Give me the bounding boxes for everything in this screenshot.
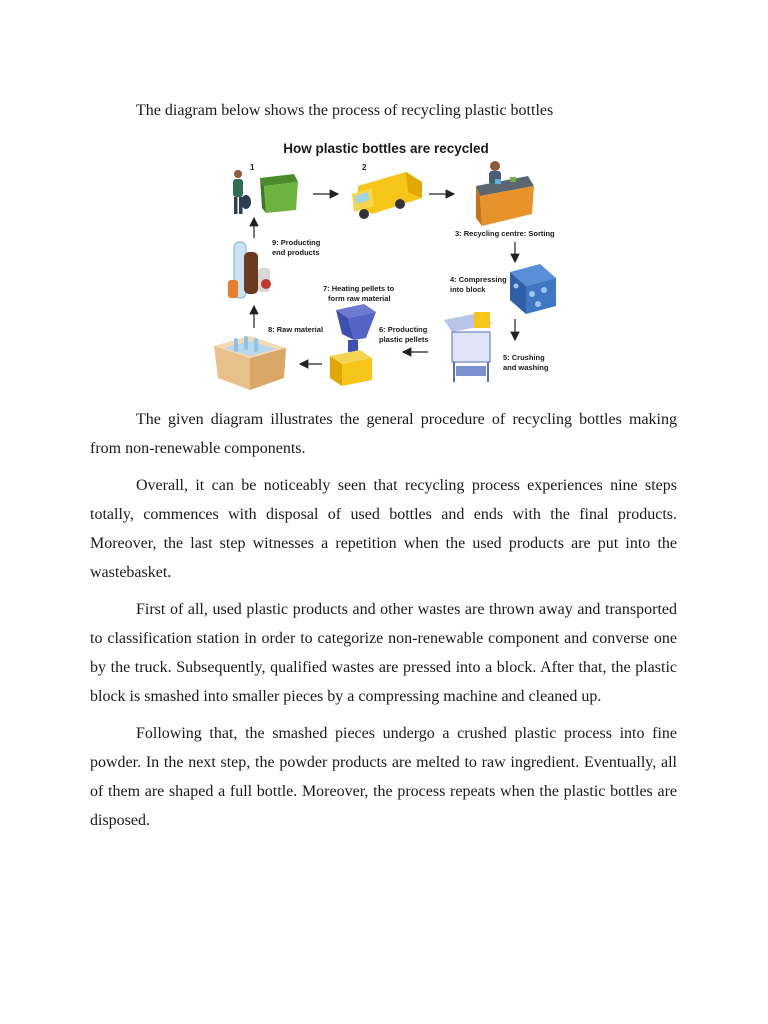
recycling-process-diagram [210,134,560,396]
step-5-label-line1: 5: Crushing [503,353,545,362]
intro-sentence: The diagram below shows the process of recycling plastic bottles [136,102,554,119]
paragraph-body-1: First of all, used plastic products and other wastes are thrown away and transported to classification station in order to categorize non-renewable component and converse one by the truck. Subsequently, qualified wastes are pressed into a block. After that, the plastic block is smashed into smaller pieces by a compressing machine and cleaned up. [90,601,677,705]
essay-body [90,405,677,843]
paragraph-body-2: Following that, the smashed pieces undergo a crushed plastic process into fine powder. In the next step, the powder products are melted to raw ingredient. Eventually, all of them are shaped a full bottle. Moreover, the process repeats when the plastic bottles are disposed. [90,725,677,829]
step-5-label-line2: and washing [503,363,549,372]
delivery-van-icon [352,172,422,219]
crushing-machine-icon [444,312,492,382]
compressed-block-icon [510,264,556,314]
raw-material-box-icon [214,336,286,390]
paragraph-overview: Overall, it can be noticeably seen that recycling process experiences nine steps totally, commences with disposal of used bottles and ends with the final products. Moreover, the last step witnesses a repetition when the used products are put into the wastebasket. [90,477,677,581]
step-4-label-line1: 4: Compressing [450,275,507,284]
sorting-conveyor-icon [476,161,534,226]
step-6-label-line1: 6: Producting [379,325,428,334]
step-4-label-line2: into block [450,285,486,294]
step-9-label-line2: end products [272,248,320,257]
heating-hopper-icon [330,304,376,386]
step-7-label-line1: 7: Heating pellets to [323,284,395,293]
diagram-title: How plastic bottles are recycled [283,141,489,156]
step-2-number: 2 [362,163,367,172]
step-6-label-line2: plastic pellets [379,335,429,344]
step-1-number: 1 [250,163,255,172]
step-7-label-line2: form raw material [328,294,391,303]
paragraph-introduction: The given diagram illustrates the general procedure of recycling bottles making from non-renewable components. [90,411,677,457]
step-8-label: 8: Raw material [268,325,324,334]
end-products-icon [228,242,271,298]
step-3-label: 3: Recycling centre: Sorting [455,229,555,238]
step-9-label-line1: 9: Producting [272,238,321,247]
person-with-bin-icon [233,170,298,214]
